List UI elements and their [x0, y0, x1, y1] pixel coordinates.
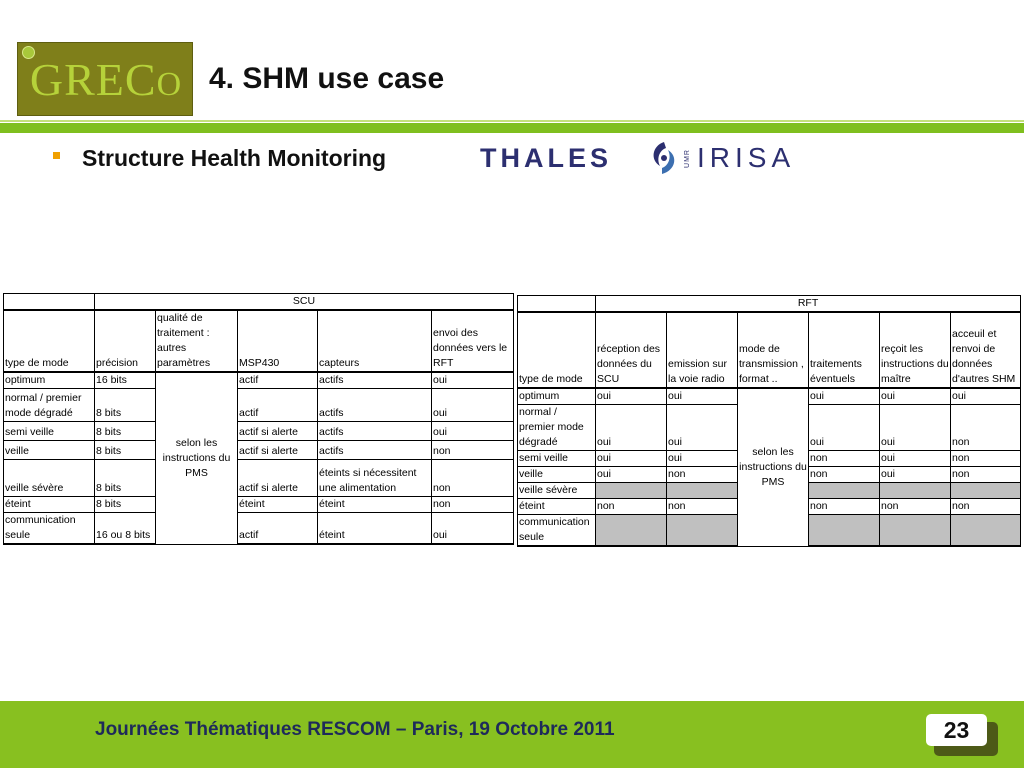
rft-cell-mode: normal / premier mode dégradé — [518, 405, 596, 451]
rft-cell-recoit: oui — [880, 405, 951, 451]
scu-cell-msp: actif — [238, 513, 318, 545]
rft-col-header: reçoit les instructions du maître — [880, 312, 951, 388]
scu-cell-msp: actif si alerte — [238, 460, 318, 497]
scu-cell-capteurs: éteint — [318, 497, 432, 513]
rft-cell-emission: non — [667, 499, 738, 515]
rft-group-header: RFT — [596, 296, 1021, 313]
rft-corner-cell — [518, 296, 596, 313]
rft-cell-empty — [809, 483, 880, 499]
scu-cell-mode: semi veille — [4, 422, 95, 441]
bullet-text: Structure Health Monitoring — [82, 145, 387, 171]
scu-cell-capteurs: actifs — [318, 422, 432, 441]
rft-col-header: mode de transmission , format .. — [738, 312, 809, 388]
scu-cell-envoi: non — [432, 497, 514, 513]
scu-cell-msp: actif si alerte — [238, 422, 318, 441]
scu-cell-msp: éteint — [238, 497, 318, 513]
scu-col-header: précision — [95, 310, 156, 372]
scu-cell-precision: 8 bits — [95, 422, 156, 441]
scu-cell-mode: veille — [4, 441, 95, 460]
rft-cell-reception: oui — [596, 451, 667, 467]
rft-cell-mode: optimum — [518, 388, 596, 405]
header-rule-thick — [0, 123, 1024, 133]
rft-cell-emission: oui — [667, 451, 738, 467]
table-row — [518, 388, 1021, 405]
scu-col-header: envoi des données vers le RFT — [432, 310, 514, 372]
slide-title: 4. SHM use case — [209, 62, 445, 95]
rft-cell-acceuil: non — [951, 451, 1021, 467]
rft-col-header: acceuil et renvoi de données d'autres SHM — [951, 312, 1021, 388]
page-number: 23 — [926, 714, 987, 746]
rft-cell-empty — [880, 483, 951, 499]
rft-cell-emission: non — [667, 467, 738, 483]
scu-cell-capteurs: actifs — [318, 372, 432, 389]
rft-cell-recoit: oui — [880, 467, 951, 483]
rft-cell-recoit: non — [880, 499, 951, 515]
scu-col-header: type de mode — [4, 310, 95, 372]
scu-cell-envoi: non — [432, 441, 514, 460]
rft-cell-empty — [596, 483, 667, 499]
logo-wordmark: GRECO — [29, 54, 183, 105]
rft-cell-empty — [596, 515, 667, 547]
rft-cell-empty — [667, 515, 738, 547]
thales-logo: THALES — [480, 143, 612, 173]
greco-logo — [17, 42, 193, 116]
rft-cell-recoit: oui — [880, 451, 951, 467]
scu-table — [3, 293, 514, 545]
rft-cell-emission: oui — [667, 388, 738, 405]
scu-col-header: MSP430 — [238, 310, 318, 372]
scu-cell-envoi: oui — [432, 389, 514, 422]
rft-col-header: type de mode — [518, 312, 596, 388]
scu-cell-envoi: oui — [432, 422, 514, 441]
scu-col-header: qualité de traitement : autres paramètres — [156, 310, 238, 372]
rft-col-header: emission sur la voie radio — [667, 312, 738, 388]
rft-cell-emission: oui — [667, 405, 738, 451]
scu-cell-precision: 8 bits — [95, 460, 156, 497]
rft-cell-reception: oui — [596, 405, 667, 451]
rft-cell-traitements: oui — [809, 405, 880, 451]
irisa-swirl-icon — [646, 138, 682, 178]
rft-cell-mode: veille sévère — [518, 483, 596, 499]
scu-cell-mode: optimum — [4, 372, 95, 389]
scu-cell-precision: 8 bits — [95, 441, 156, 460]
rft-cell-mode: veille — [518, 467, 596, 483]
scu-cell-capteurs: éteint — [318, 513, 432, 545]
scu-cell-precision: 8 bits — [95, 389, 156, 422]
scu-cell-capteurs: éteints si nécessitent une alimentation — [318, 460, 432, 497]
scu-cell-msp: actif — [238, 372, 318, 389]
scu-group-header: SCU — [95, 294, 514, 311]
rft-cell-reception: oui — [596, 467, 667, 483]
scu-merged-cell: selon les instructions du PMS — [156, 372, 238, 544]
table-row — [4, 441, 514, 460]
rft-cell-acceuil: non — [951, 405, 1021, 451]
scu-cell-msp: actif — [238, 389, 318, 422]
rft-cell-reception: non — [596, 499, 667, 515]
rft-cell-empty — [951, 515, 1021, 547]
scu-cell-precision: 8 bits — [95, 497, 156, 513]
table-row — [4, 460, 514, 497]
rft-cell-traitements: non — [809, 499, 880, 515]
rft-cell-mode: communication seule — [518, 515, 596, 547]
scu-cell-mode: éteint — [4, 497, 95, 513]
scu-cell-envoi: oui — [432, 513, 514, 545]
bullet-square-icon — [53, 152, 60, 159]
rft-cell-traitements: oui — [809, 388, 880, 405]
scu-col-header: capteurs — [318, 310, 432, 372]
rft-cell-acceuil: oui — [951, 388, 1021, 405]
scu-cell-msp: actif si alerte — [238, 441, 318, 460]
rft-cell-acceuil: non — [951, 467, 1021, 483]
scu-cell-capteurs: actifs — [318, 389, 432, 422]
scu-cell-capteurs: actifs — [318, 441, 432, 460]
rft-cell-traitements: non — [809, 467, 880, 483]
rft-cell-acceuil: non — [951, 499, 1021, 515]
scu-cell-envoi: non — [432, 460, 514, 497]
umr-label: UMR — [684, 149, 691, 168]
scu-corner-cell — [4, 294, 95, 311]
scu-cell-mode: normal / premier mode dégradé — [4, 389, 95, 422]
rft-cell-reception: oui — [596, 388, 667, 405]
rft-cell-empty — [809, 515, 880, 547]
table-row — [4, 513, 514, 545]
rft-merged-cell: selon les instructions du PMS — [738, 388, 809, 546]
scu-cell-precision: 16 bits — [95, 372, 156, 389]
scu-cell-precision: 16 ou 8 bits — [95, 513, 156, 545]
rft-col-header: traitements éventuels — [809, 312, 880, 388]
rft-cell-traitements: non — [809, 451, 880, 467]
table-row — [4, 389, 514, 422]
scu-cell-mode: communication seule — [4, 513, 95, 545]
rft-cell-empty — [951, 483, 1021, 499]
footer-text: Journées Thématiques RESCOM – Paris, 19 Octobre 2011 — [95, 719, 615, 740]
irisa-logo: IRISA — [697, 142, 796, 173]
rft-cell-mode: semi veille — [518, 451, 596, 467]
table-row — [4, 422, 514, 441]
scu-cell-mode: veille sévère — [4, 460, 95, 497]
table-row — [4, 497, 514, 513]
rft-cell-mode: éteint — [518, 499, 596, 515]
scu-cell-envoi: oui — [432, 372, 514, 389]
rft-cell-recoit: oui — [880, 388, 951, 405]
rft-col-header: réception des données du SCU — [596, 312, 667, 388]
header-rule-thin — [0, 120, 1024, 122]
rft-table — [517, 295, 1021, 547]
table-row — [4, 372, 514, 389]
rft-cell-empty — [880, 515, 951, 547]
rft-cell-empty — [667, 483, 738, 499]
